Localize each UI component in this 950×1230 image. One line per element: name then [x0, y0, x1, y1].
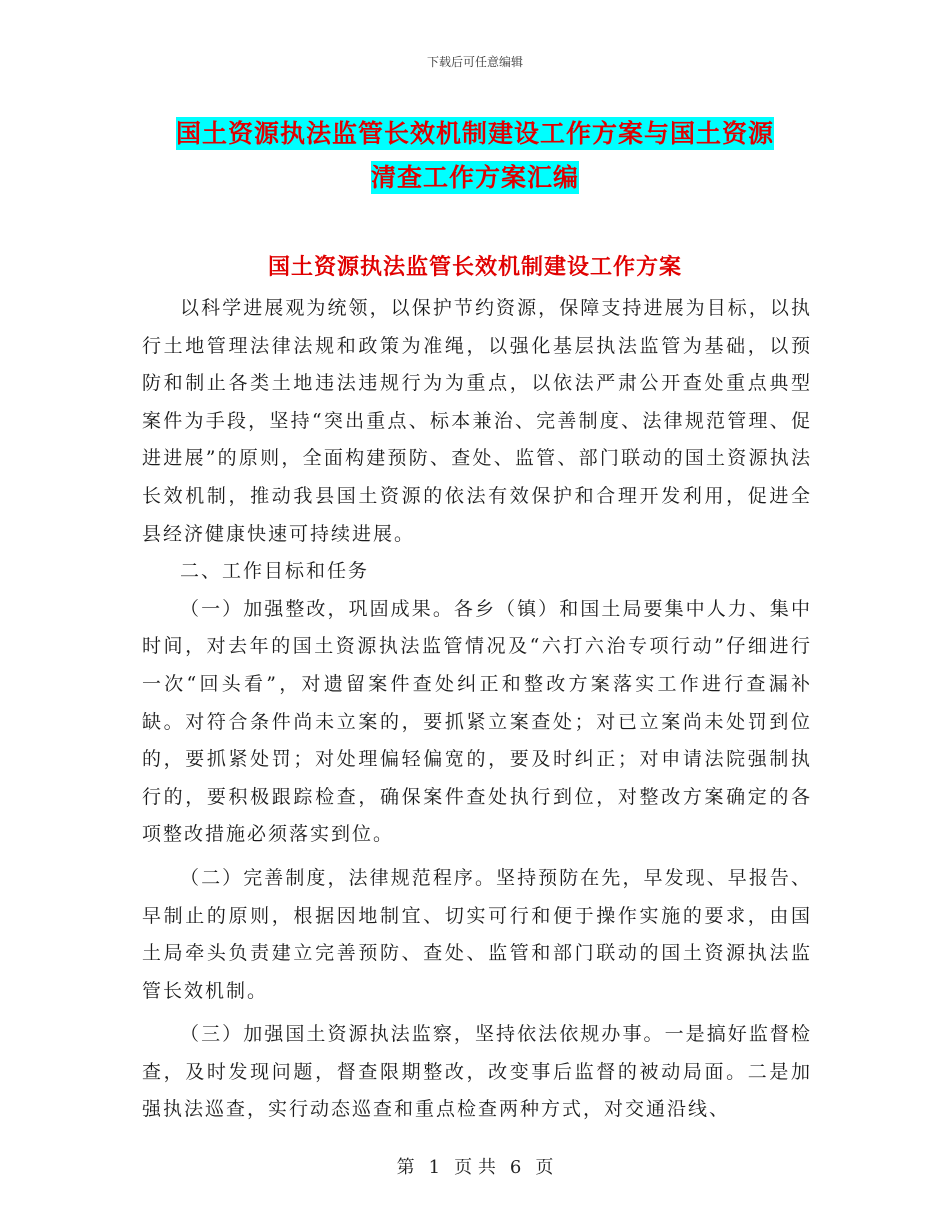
footer-total-pages: 6 — [509, 1157, 522, 1178]
document-title-line2 — [0, 158, 950, 194]
page-footer — [0, 1153, 950, 1179]
title-line2-text: 清查工作方案汇编 — [370, 163, 579, 192]
paragraph-item-2: （二）完善制度，法律规范程序。坚持预防在先，早发现、早报告、早制止的原则，根据因地制宜、切实可行和便于操作实施的要求，由国土局牵头负责建立完善预防、查处、监管和部门联动的国土资源执法监管长效机制。 — [142, 866, 812, 1002]
footer-prefix: 第 — [396, 1157, 415, 1178]
header-note: 下载后可任意编辑 — [426, 55, 523, 69]
footer-mid: 页 共 — [454, 1157, 496, 1178]
section-title: 国土资源执法监管长效机制建设工作方案 — [267, 255, 682, 280]
section-heading-goals: 二、工作目标和任务 — [180, 560, 370, 583]
footer-page-number: 1 — [428, 1157, 441, 1178]
paragraph-item-1: （一）加强整改，巩固成果。各乡（镇）和国土局要集中人力、集中时间，对去年的国土资源执法监管情况及“六打六治专项行动”仔细进行一次“回头看”，对遗留案件查处纠正和整改方案落实工作进行查漏补缺。对符合条件尚未立案的，要抓紧立案查处；对已立案尚未处罚到位的，要抓紧处罚；对处理偏轻偏宽的，要及时纠正；对申请法院强制执行的，要积极跟踪检查，确保案件查处执行到位，对整改方案确定的各项整改措施必须落实到位。 — [142, 597, 812, 846]
document-body — [142, 290, 812, 1129]
title-line1-text: 国土资源执法监管长效机制建设工作方案与国土资源 — [175, 119, 774, 148]
paragraph-item-3: （三）加强国土资源执法监察，坚持依法依规办事。一是搞好监督检查，及时发现问题，督查限期整改，改变事后监督的被动局面。二是加强执法巡查，实行动态巡查和重点检查两种方式，对交通沿线、 — [142, 1023, 812, 1121]
paragraph-intro: 以科学进展观为统领，以保护节约资源，保障支持进展为目标，以执行土地管理法律法规和政策为准绳，以强化基层执法监管为基础，以预防和制止各类土地违法违规行为为重点，以依法严肃公开查处重点典型案件为手段，坚持“突出重点、标本兼治、完善制度、法律规范管理、促进进展”的原则，全面构建预防、查处、监管、部门联动的国土资源执法长效机制，推动我县国土资源的依法有效保护和合理开发利用，促进全县经济健康快速可持续进展。 — [142, 297, 812, 545]
footer-suffix: 页 — [535, 1157, 554, 1178]
document-title-line1 — [0, 114, 950, 150]
